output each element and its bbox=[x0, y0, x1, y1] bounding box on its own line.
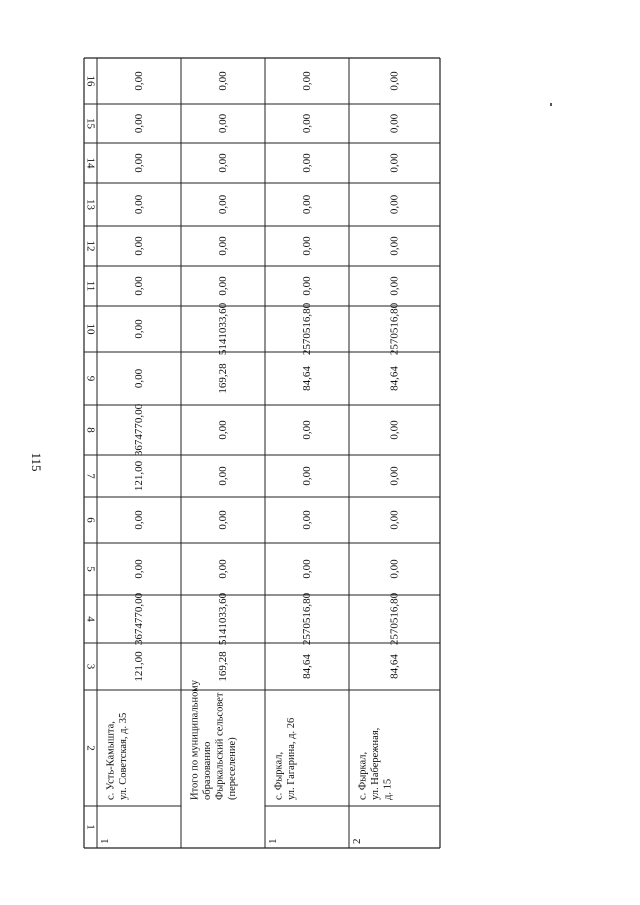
row-number: 1 bbox=[99, 838, 111, 844]
row-address-line: Итого по муниципальному bbox=[189, 679, 201, 800]
table-cell-value: 0,00 bbox=[217, 153, 229, 173]
table-cell-value: 0,00 bbox=[388, 276, 401, 296]
header-col-number: 12 bbox=[84, 240, 97, 252]
table-cell-value: 0,00 bbox=[301, 236, 313, 256]
table-cell-value: 0,00 bbox=[133, 510, 145, 530]
table-cell-value: 0,00 bbox=[133, 276, 145, 296]
table-cell-value: 0,00 bbox=[217, 236, 229, 256]
header-col-number: 4 bbox=[84, 616, 97, 622]
table-cell-value: 0,00 bbox=[133, 194, 145, 215]
table-cell-value: 0,00 bbox=[217, 71, 229, 91]
header-col-number: 11 bbox=[84, 280, 97, 292]
table-cell-value: 0,00 bbox=[217, 276, 229, 296]
table-cell-value: 2570516,80 bbox=[301, 592, 313, 646]
table-cell-value: 0,00 bbox=[301, 559, 313, 579]
table-cell-value: 84,64 bbox=[388, 654, 401, 679]
row-address-line: ул. Набережная, bbox=[370, 727, 381, 800]
page-number: 115 bbox=[29, 452, 44, 472]
table-cell-value: 0,00 bbox=[388, 466, 401, 486]
row-address-line: образованию bbox=[202, 741, 213, 800]
row-address-line: ул. Советская, д. 35 bbox=[118, 712, 129, 800]
header-col-number: 13 bbox=[84, 199, 97, 210]
table-cell-value: 0,00 bbox=[133, 559, 145, 579]
table-cell-value: 169,28 bbox=[217, 363, 229, 394]
header-col-number: 9 bbox=[84, 375, 97, 382]
table-cell-value: 84,64 bbox=[301, 654, 313, 679]
row-address-line: с. Усть-Камышта, bbox=[105, 721, 117, 800]
table-cell-value: 0,00 bbox=[133, 153, 145, 173]
table-cell-value: 0,00 bbox=[301, 510, 313, 530]
table-cell-value: 0,00 bbox=[133, 236, 145, 256]
table-cell-value: 0,00 bbox=[301, 466, 313, 486]
header-col-number: 14 bbox=[84, 157, 97, 169]
table-cell-value: 121,00 bbox=[133, 651, 145, 682]
table-cell-value: 121,00 bbox=[133, 460, 145, 492]
header-col-number: 1 bbox=[84, 824, 97, 830]
header-col-number: 10 bbox=[84, 323, 97, 335]
row-address-line: с. Фыркал, bbox=[273, 751, 285, 800]
table-cell-value: 3674770,00 bbox=[133, 592, 145, 646]
table-cell-value: 2570516,80 bbox=[388, 302, 401, 356]
table-cell-value: 0,00 bbox=[388, 236, 401, 256]
table-cell-value: 0,00 bbox=[388, 71, 401, 91]
merged-cell-cover bbox=[182, 805, 265, 806]
table-cell-value: 2570516,80 bbox=[301, 302, 313, 356]
table-cell-value: 0,00 bbox=[217, 510, 229, 530]
row-address-line: Фыркальский сельсовет bbox=[214, 692, 226, 800]
row-number: 1 bbox=[267, 838, 279, 844]
table-cell-value: 0,00 bbox=[133, 71, 145, 91]
table-cell-value: 0,00 bbox=[301, 113, 313, 134]
header-col-number: 6 bbox=[84, 517, 97, 523]
row-number: 2 bbox=[351, 838, 363, 844]
row-address-line: ул. Гагарина, д. 26 bbox=[286, 717, 297, 800]
table-cell-value: 0,00 bbox=[133, 319, 145, 339]
header-col-number: 15 bbox=[84, 118, 97, 129]
table-cell-value: 0,00 bbox=[388, 559, 401, 579]
table-cell-value: 5141033,60 bbox=[217, 302, 229, 356]
table-cell-value: 0,00 bbox=[388, 194, 401, 215]
table-cell-value: 0,00 bbox=[388, 113, 401, 134]
table-cell-value: 0,00 bbox=[133, 368, 145, 389]
table-cell-value: 0,00 bbox=[301, 153, 313, 173]
row-address-line: (переселение) bbox=[227, 737, 238, 800]
header-col-number: 3 bbox=[84, 663, 97, 670]
table-cell-value: 0,00 bbox=[217, 113, 229, 134]
header-col-number: 5 bbox=[84, 566, 97, 572]
header-col-number: 2 bbox=[84, 745, 97, 751]
table-cell-value: 0,00 bbox=[217, 466, 229, 486]
table-cell-value: 0,00 bbox=[217, 559, 229, 579]
row-address-line: д. 15 bbox=[382, 778, 394, 800]
header-col-number: 16 bbox=[84, 75, 97, 87]
table-cell-value: 0,00 bbox=[388, 510, 401, 530]
header-col-number: 8 bbox=[84, 427, 97, 433]
table-cell-value: 0,00 bbox=[301, 194, 313, 215]
table-cell-value: 84,64 bbox=[388, 366, 401, 391]
table-cell-value: 0,00 bbox=[217, 194, 229, 215]
row-address-line: с. Фыркал, bbox=[357, 751, 369, 800]
table-cell-value: 5141033,60 bbox=[217, 592, 229, 646]
header-col-number: 7 bbox=[84, 473, 97, 479]
table-cell-value: 0,00 bbox=[217, 420, 229, 440]
table-cell-value: 0,00 bbox=[301, 71, 313, 91]
table-cell-value: 169,28 bbox=[217, 651, 229, 682]
table-cell-value: 0,00 bbox=[301, 276, 313, 296]
table-cell-value: 3674770,00 bbox=[133, 403, 145, 457]
table-cell-value: 0,00 bbox=[133, 113, 145, 134]
table-cell-value: 2570516,80 bbox=[388, 592, 401, 646]
table-cell-value: 0,00 bbox=[388, 153, 401, 173]
table-cell-value: 0,00 bbox=[301, 420, 313, 440]
table-cell-value: 0,00 bbox=[388, 420, 401, 440]
table-cell-value: 84,64 bbox=[301, 366, 313, 391]
